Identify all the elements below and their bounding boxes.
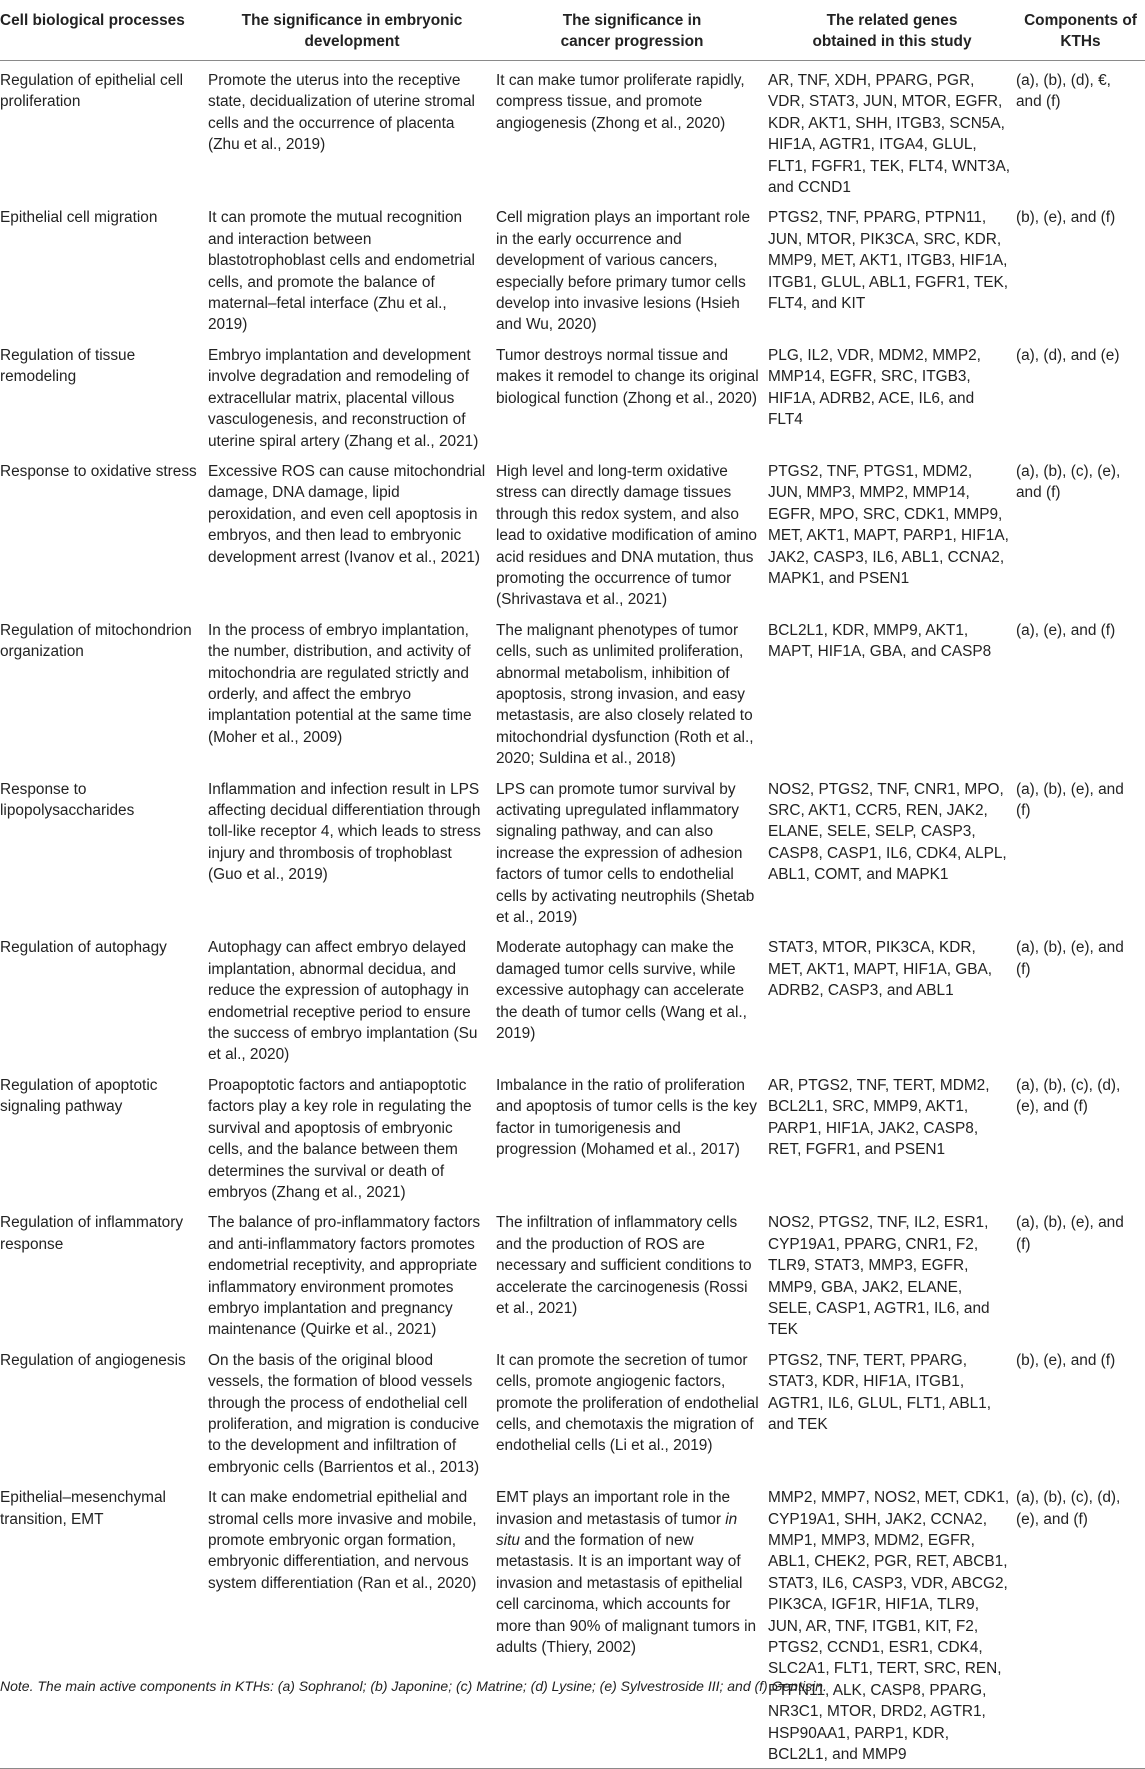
embryonic-cell: Embryo implantation and development involve degradation and remodeling of extracellular matrix, placental villous vasculogenesis, and reconstruction of uterine spiral artery (Zhang et al., 2021) — [208, 346, 479, 450]
process-cell: Regulation of mitochondrion organization — [0, 621, 192, 661]
cancer-text-end: and the formation of new metastasis. It is an important way of invasion and metastasis of epithelial cell carcinoma, which accounts for more than 90% of malignant tumors in adults (Thiery, 2002) — [496, 1532, 757, 1657]
cancer-cell: Tumor destroys normal tissue and makes it remodel to change its original biological function (Zhong et al., 2020) — [496, 346, 759, 407]
embryonic-cell: In the process of embryo implantation, the number, distribution, and activity of mitochondria are regulated strictly and orderly, and affect the embryo implantation potential at the same time (Moher et al., 2009) — [208, 621, 472, 746]
cancer-cell — [496, 1478, 768, 1769]
genes-cell: STAT3, MTOR, PIK3CA, KDR, MET, AKT1, MAPT, HIF1A, GBA, ADRB2, CASP3, and ABL1 — [768, 939, 993, 1000]
components-cell: (b), (e), and (f) — [1016, 1351, 1116, 1369]
components-cell: (a), (d), and (e) — [1016, 346, 1120, 364]
genes-cell: PTGS2, TNF, PPARG, PTPN11, JUN, MTOR, PIK3CA, SRC, KDR, MMP9, MET, AKT1, ITGB3, HIF1A, ITGB1, GLUL, ABL1, FGFR1, TEK, FLT4, and KIT — [768, 209, 1009, 313]
cancer-cell: It can make tumor proliferate rapidly, compress tissue, and promote angiogenesis (Zhong et al., 2020) — [496, 72, 745, 132]
table-row — [0, 1341, 1145, 1478]
embryonic-cell: Autophagy can affect embryo delayed implantation, abnormal decidua, and reduce the expression of autophagy in endometrial receptive period to ensure the success of embryo implantation (Su et al., 2020) — [208, 939, 478, 1064]
header-cell-processes: Cell biological processes — [0, 0, 208, 61]
components-cell: (a), (b), (c), (d), (e), and (f) — [1016, 1478, 1145, 1769]
cancer-cell: High level and long-term oxidative stress can directly damage tissues through this redox system, and also lead to oxidative modification of amino acid residues and DNA mutation, thus promoting the occurrence of tumor (Shrivastava et al., 2021) — [496, 462, 757, 609]
cancer-cell: It can promote the secretion of tumor cells, promote angiogenic factors, promote the proliferation of endothelial cells, and chemotaxis the migration of endothelial cells (Li et al., 2019) — [496, 1351, 759, 1455]
cancer-text-italic: in situ — [496, 1510, 738, 1549]
process-cell: Regulation of angiogenesis — [0, 1351, 186, 1369]
components-cell: (a), (b), (e), and (f) — [1016, 1214, 1124, 1253]
table-row — [0, 336, 1145, 452]
components-cell: (b), (e), and (f) — [1016, 209, 1116, 227]
process-cell: Response to oxidative stress — [0, 462, 197, 480]
process-cell: Regulation of epithelial cell proliferation — [0, 72, 184, 111]
process-cell: Regulation of apoptotic signaling pathway — [0, 1076, 158, 1116]
cancer-cell: Cell migration plays an important role in the early occurrence and development of various cancers, especially before primary tumor cells develop into invasive lesions (Hsieh and Wu, 2020) — [496, 209, 751, 334]
table-row — [0, 770, 1145, 929]
genes-cell: PLG, IL2, VDR, MDM2, MMP2, MMP14, EGFR, SRC, ITGB3, HIF1A, ADRB2, ACE, IL6, and FLT4 — [768, 346, 981, 429]
genes-cell: PTGS2, TNF, TERT, PPARG, STAT3, KDR, HIF1A, ITGB1, AGTR1, IL6, GLUL, FLT1, ABL1, and TEK — [768, 1351, 991, 1433]
process-cell: Epithelial–mesenchymal transition, EMT — [0, 1478, 208, 1769]
components-cell: (a), (b), (e), and (f) — [1016, 939, 1124, 978]
embryonic-cell: Proapoptotic factors and antiapoptotic factors play a key role in regulating the survival and apoptosis of embryonic cells, and the balance between them determines the survival or death of embryos (Zhang et al., 2021) — [208, 1076, 472, 1201]
components-cell: (a), (b), (d), €, and (f) — [1016, 72, 1111, 111]
table-footnote: Note. The main active components in KTHs: (a) Sophranol; (b) Japonine; (c) Matrine; (d) Lysine; (e) Sylvestroside III; and (f) Gentisin. — [0, 1678, 827, 1694]
components-cell: (a), (b), (e), and (f) — [1016, 780, 1124, 819]
table-header-row — [0, 0, 1145, 61]
table-row — [0, 1478, 1145, 1769]
genes-cell: AR, TNF, XDH, PPARG, PGR, VDR, STAT3, JUN, MTOR, EGFR, KDR, AKT1, SHH, ITGB3, SCN5A, HIF1A, AGTR1, ITGA4, GLUL, FLT1, FGFR1, TEK, FLT4, WNT3A, and CCND1 — [768, 72, 1011, 197]
process-cell: Epithelial cell migration — [0, 209, 158, 227]
genes-cell: NOS2, PTGS2, TNF, IL2, ESR1, CYP19A1, PPARG, CNR1, F2, TLR9, STAT3, MMP3, EGFR, MMP9, GBA, JAK2, ELANE, SELE, CASP1, AGTR1, IL6, and TEK — [768, 1214, 990, 1339]
cancer-cell: The malignant phenotypes of tumor cells, such as unlimited proliferation, abnormal metabolism, inhibition of apoptosis, strong invasion, and easy metastasis, are also closely related to mitochondrial dysfunction (Roth et al., 2020; Suldina et al., 2018) — [496, 621, 754, 768]
embryonic-cell: The balance of pro-inflammatory factors and anti-inflammatory factors promotes endometrial receptivity, and appropriate inflammatory environment promotes embryo implantation and pregnancy maintenance (Quirke et al., 2021) — [208, 1214, 481, 1339]
genes-cell: NOS2, PTGS2, TNF, CNR1, MPO, SRC, AKT1, CCR5, REN, JAK2, ELANE, SELE, SELP, CASP3, CASP8, CASP1, IL6, CDK4, ALPL, ABL1, COMT, and MAPK1 — [768, 780, 1007, 884]
table-row — [0, 198, 1145, 335]
embryonic-cell: On the basis of the original blood vessels, the formation of blood vessels through the process of endothelial cell proliferation, and migration is conducive to the development and infiltration of embryonic cells (Barrientos et al., 2013) — [208, 1351, 480, 1476]
process-cell: Response to lipopolysaccharides — [0, 780, 135, 819]
table-row — [0, 61, 1145, 199]
genes-cell: BCL2L1, KDR, MMP9, AKT1, MAPT, HIF1A, GBA, and CASP8 — [768, 621, 992, 661]
cancer-cell: LPS can promote tumor survival by activating upregulated inflammatory signaling pathway, and can also increase the expression of adhesion factors of tumor cells to endothelial cells by activating neutrophils (Shetab et al., 2019) — [496, 780, 755, 927]
table-row — [0, 611, 1145, 770]
cancer-cell: The infiltration of inflammatory cells and the production of ROS are necessary and sufficient conditions to accelerate the carcinogenesis (Rossi et al., 2021) — [496, 1214, 752, 1317]
header-cell-embryonic: The significance in embryonic development — [208, 0, 496, 61]
table-row — [0, 1066, 1145, 1203]
embryonic-cell: Promote the uterus into the receptive state, decidualization of uterine stromal cells and the occurrence of placenta (Zhu et al., 2019) — [208, 72, 475, 154]
genes-cell: PTGS2, TNF, PTGS1, MDM2, JUN, MMP3, MMP2, MMP14, EGFR, MPO, SRC, CDK1, MMP9, MET, AKT1, MAPT, PARP1, HIF1A, JAK2, CASP3, IL6, ABL1, CCNA2, MAPK1, and PSEN1 — [768, 462, 1009, 587]
genes-cell: AR, PTGS2, TNF, TERT, MDM2, BCL2L1, SRC, MMP9, AKT1, PARP1, HIF1A, JAK2, CASP8, RET, FGFR1, and PSEN1 — [768, 1076, 990, 1159]
genes-cell: MMP2, MMP7, NOS2, MET, CDK1, CYP19A1, SHH, JAK2, CCNA2, MMP1, MMP3, MDM2, EGFR, ABL1, CHEK2, PGR, RET, ABCB1, STAT3, IL6, CASP3, VDR, ABCG2, PIK3CA, IGF1R, HIF1A, TLR9, JUN, AR, TNF, ITGB1, KIT, F2, PTGS2, CCND1, ESR1, CDK4, SLC2A1, FLT1, TERT, SRC, REN, PTPN11, ALK, CASP8, PPARG, NR3C1, MTOR, DRD2, AGTR1, HSP90AA1, PARP1, KDR, BCL2L1, and MMP9 — [768, 1478, 1016, 1769]
cancer-cell: Imbalance in the ratio of proliferation and apoptosis of tumor cells is the key factor in tumorigenesis and progression (Mohamed et al., 2017) — [496, 1076, 757, 1159]
header-cell-components: Components of KTHs — [1016, 0, 1145, 61]
header-cell-cancer: The significance in cancer progression — [496, 0, 768, 61]
embryonic-cell: It can promote the mutual recognition and interaction between blastotrophoblast cells and endometrial cells, and promote the balance of maternal–fetal interface (Zhu et al., 2019) — [208, 209, 475, 334]
table-row — [0, 452, 1145, 611]
components-cell: (a), (b), (c), (d), (e), and (f) — [1016, 1076, 1121, 1116]
embryonic-cell: Inflammation and infection result in LPS affecting decidual differentiation through toll-like receptor 4, which leads to stress injury and thrombosis of trophoblast (Guo et al., 2019) — [208, 780, 481, 884]
components-cell: (a), (b), (c), (e), and (f) — [1016, 462, 1121, 502]
process-cell: Regulation of tissue remodeling — [0, 346, 136, 386]
cancer-cell: Moderate autophagy can make the damaged tumor cells survive, while excessive autophagy can accelerate the death of tumor cells (Wang et al., 2019) — [496, 939, 747, 1043]
process-cell: Regulation of autophagy — [0, 939, 167, 957]
table-row — [0, 928, 1145, 1065]
components-cell: (a), (e), and (f) — [1016, 621, 1116, 639]
process-cell: Regulation of inflammatory response — [0, 1214, 184, 1253]
embryonic-cell: Excessive ROS can cause mitochondrial damage, DNA damage, lipid peroxidation, and even cell apoptosis in embryos, and then lead to embryonic development arrest (Ivanov et al., 2021) — [208, 462, 486, 566]
header-cell-genes: The related genes obtained in this study — [768, 0, 1016, 61]
embryonic-cell: It can make endometrial epithelial and stromal cells more invasive and mobile, promote embryonic organ formation, embryonic differentiation, and nervous system differentiation (Ran et al., 2020) — [208, 1478, 496, 1769]
table-row — [0, 1203, 1145, 1340]
cancer-text-start: EMT plays an important role in the invasion and metastasis of tumor — [496, 1489, 731, 1528]
